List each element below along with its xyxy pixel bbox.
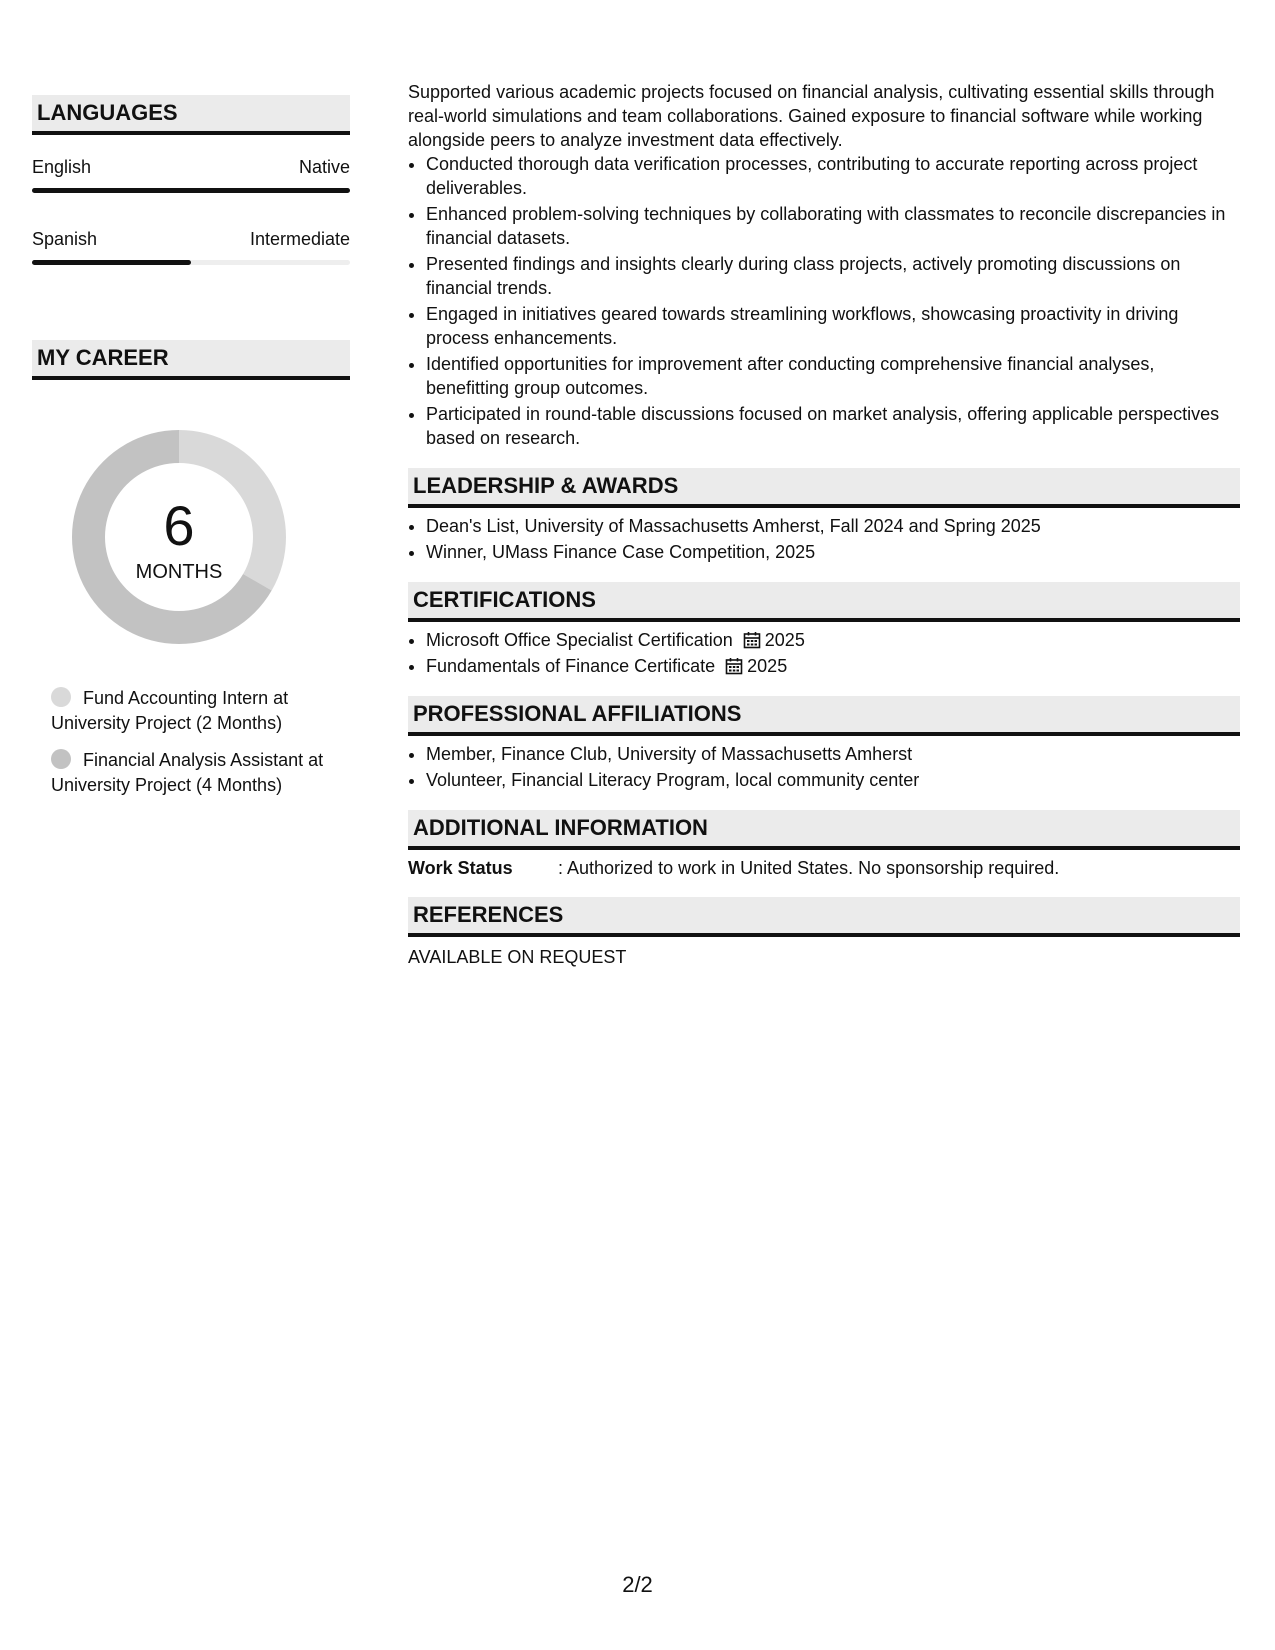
list-item: • Winner, UMass Finance Case Competition, 2025	[426, 540, 1240, 564]
career-total-unit: MONTHS	[135, 561, 223, 583]
experience-bullets	[408, 152, 1240, 450]
career-heading: MY CAREER	[32, 340, 350, 380]
career-legend-item	[51, 748, 341, 798]
list-item: • Participated in round-table discussions focused on market analysis, offering applicable perspectives based on research.	[426, 402, 1240, 450]
legend-dot	[51, 749, 71, 769]
certifications-section	[408, 582, 1240, 678]
legend-dot	[51, 687, 71, 707]
page-number: 2/2	[622, 1572, 653, 1597]
language-proficiency-fill	[32, 188, 350, 193]
calendar-icon	[725, 657, 743, 675]
affiliations-heading: PROFESSIONAL AFFILIATIONS	[408, 696, 1240, 736]
legend-label: Fund Accounting Intern at University Project (2 Months)	[51, 688, 289, 733]
language-item	[32, 229, 350, 265]
career-donut-chart	[66, 424, 292, 650]
language-proficiency-bar	[32, 188, 350, 193]
list-item	[426, 654, 1240, 678]
list-item: • Dean's List, University of Massachusetts Amherst, Fall 2024 and Spring 2025	[426, 514, 1240, 538]
list-item: • Volunteer, Financial Literacy Program, local community center	[426, 768, 1240, 792]
certification-name: Fundamentals of Finance Certificate	[426, 656, 716, 676]
left-column	[32, 95, 350, 810]
language-name: English	[32, 157, 92, 177]
additional-heading: ADDITIONAL INFORMATION	[408, 810, 1240, 850]
affiliations-section	[408, 696, 1240, 792]
certification-year: 2025	[747, 656, 788, 676]
career-total-number: 6	[163, 494, 195, 557]
career-legend	[51, 686, 341, 798]
language-proficiency-bar	[32, 260, 350, 265]
language-level: Native	[298, 157, 350, 177]
experience-summary: Supported various academic projects focused on financial analysis, cultivating essential skills through real-world simulations and team collaborations. Gained exposure to financial software while working alongside peers to analyze investment data effectively.	[408, 82, 1215, 150]
certification-year: 2025	[764, 630, 805, 650]
list-item: • Conducted thorough data verification processes, contributing to accurate reporting across project deliverables.	[426, 152, 1240, 200]
list-item: • Engaged in initiatives geared towards streamlining workflows, showcasing proactivity in driving process enhancements.	[426, 302, 1240, 350]
leadership-section	[408, 468, 1240, 564]
right-column	[408, 80, 1240, 968]
certification-name: Microsoft Office Specialist Certification	[426, 630, 733, 650]
references-heading: REFERENCES	[408, 897, 1240, 937]
work-status-row	[408, 858, 1240, 879]
work-status-value: : Authorized to work in United States. No sponsorship required.	[558, 858, 1060, 878]
list-item	[426, 628, 1240, 652]
language-name: Spanish	[32, 229, 98, 249]
list-item: • Enhanced problem-solving techniques by collaborating with classmates to reconcile discrepancies in financial datasets.	[426, 202, 1240, 250]
languages-heading: LANGUAGES	[32, 95, 350, 135]
list-item: • Identified opportunities for improvement after conducting comprehensive financial analyses, benefitting group outcomes.	[426, 352, 1240, 400]
list-item: • Presented findings and insights clearly during class projects, actively promoting discussions on financial trends.	[426, 252, 1240, 300]
additional-section	[408, 810, 1240, 879]
legend-label: Financial Analysis Assistant at University Project (4 Months)	[51, 750, 324, 795]
language-level: Intermediate	[249, 229, 350, 249]
calendar-icon	[743, 631, 761, 649]
references-text: AVAILABLE ON REQUEST	[408, 947, 627, 967]
career-legend-item	[51, 686, 341, 736]
work-status-label: Work Status	[408, 858, 513, 878]
references-section	[408, 897, 1240, 968]
list-item: • Member, Finance Club, University of Massachusetts Amherst	[426, 742, 1240, 766]
language-item	[32, 157, 350, 193]
leadership-heading: LEADERSHIP & AWARDS	[408, 468, 1240, 508]
language-proficiency-fill	[32, 260, 191, 265]
certifications-heading: CERTIFICATIONS	[408, 582, 1240, 622]
